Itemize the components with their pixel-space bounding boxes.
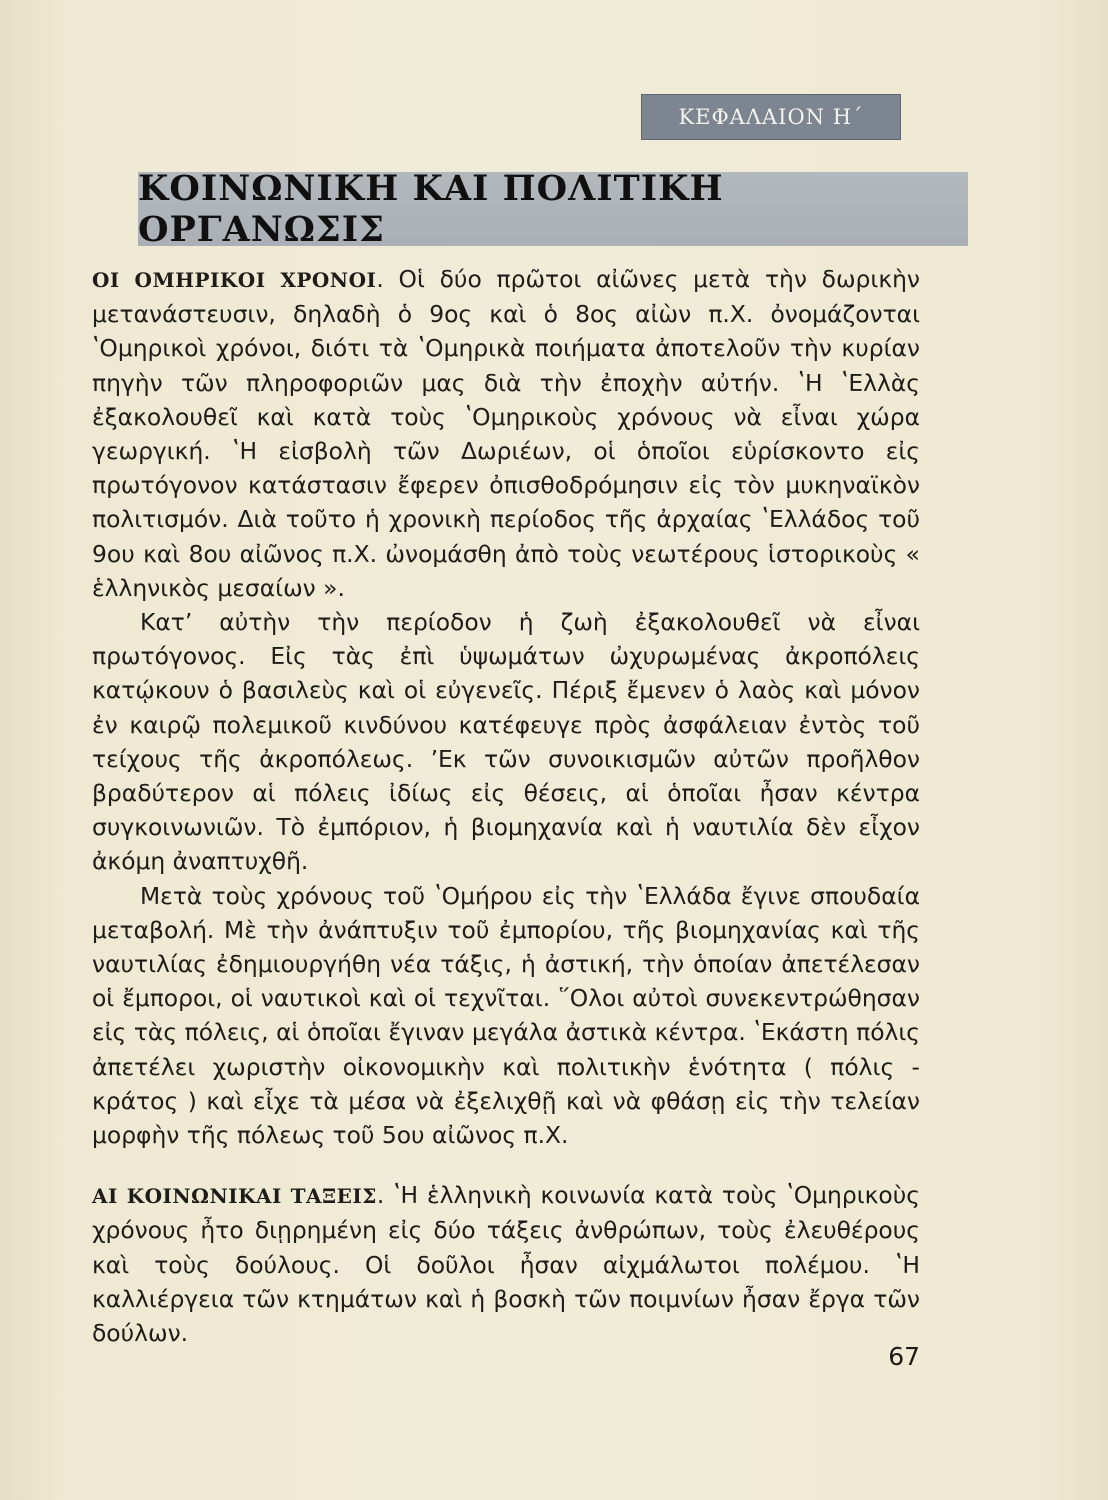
paragraph-homeric-times: [92, 262, 920, 605]
body-text: [92, 262, 920, 1350]
paragraph: Κατ’ αὐτὴν τὴν περίοδον ἡ ζωὴ ἐξακολουθεῖ νὰ εἶναι πρωτόγονος. Εἰς τὰς ἐπὶ ὑψωμάτων ὠχυρωμένας ἀκροπόλεις κατῴκουν ὁ βασιλεὺς καὶ οἱ εὐγενεῖς. Πέριξ ἔμενεν ὁ λαὸς καὶ μόνον ἐν καιρῷ πολεμικοῦ κινδύνου κατέφευγε πρὸς ἀσφάλειαν ἐντὸς τοῦ τείχους τῆς ἀκροπόλεως. ’Εκ τῶν συνοικισμῶν αὐτῶν προῆλθον βραδύτερον αἱ πόλεις ἰδίως εἰς θέσεις, αἱ ὁποῖαι ἦσαν κέντρα συγκοινωνιῶν. Τὸ ἐμπόριον, ἡ βιομηχανία καὶ ἡ ναυτιλία δὲν εἶχον ἀκόμη ἀναπτυχθῆ.: [92, 608, 920, 876]
section-heading-homeric-times: ΟΙ ΟΜΗΡΙΚΟΙ ΧΡΟΝΟΙ: [92, 268, 377, 292]
title-band: [138, 168, 968, 250]
paragraph-social-classes: [92, 1178, 920, 1350]
chapter-label: ΚΕΦΑΛΑΙΟΝ Η΄: [641, 94, 901, 140]
paragraph-text: . ʽΗ ἑλληνικὴ κοινωνία κατὰ τοὺς ʽΟμηρικοὺς χρόνους ἦτο διῃρημένη εἰς δύο τάξεις ἀνθρώπων, τοὺς ἐλευθέρους καὶ τοὺς δούλους. Οἱ δοῦλοι ἦσαν αἰχμάλωτοι πολέμου. ʽΗ καλλιέργεια τῶν κτημάτων καὶ ἡ βοσκὴ τῶν ποιμνίων ἦσαν ἔργα τῶν δούλων.: [92, 1181, 920, 1348]
section-heading-social-classes: ΑΙ ΚΟΙΝΩΝΙΚΑΙ ΤΑΞΕΙΣ: [92, 1184, 377, 1209]
paragraph: Μετὰ τοὺς χρόνους τοῦ ʽΟμήρου εἰς τὴν ʽΕλλάδα ἔγινε σπουδαία μεταβολή. Μὲ τὴν ἀνάπτυξιν τοῦ ἐμπορίου, τῆς βιομηχανίας καὶ τῆς ναυτιλίας ἐδημιουργήθη νέα τάξις, ἡ ἀστική, τὴν ὁποίαν ἀπετέλεσαν οἱ ἔμποροι, οἱ ναυτικοὶ καὶ οἱ τεχνῖται. ῞Ολοι αὐτοὶ συνεκεντρώθησαν εἰς τὰς πόλεις, αἱ ὁποῖαι ἔγιναν μεγάλα ἀστικὰ κέντρα. ʽΕκάστη πόλις ἀπετέλει χωριστὴν οἰκονομικὴν καὶ πολιτικὴν ἑνότητα ( πόλις - κράτος ) καὶ εἶχε τὰ μέσα νὰ ἐξελιχθῇ καὶ νὰ φθάσῃ εἰς τὴν τελείαν μορφὴν τῆς πόλεως τοῦ 5ου αἰῶνος π.Χ.: [92, 881, 920, 1150]
paragraph-text: . Οἱ δύο πρῶτοι αἰῶνες μετὰ τὴν δωρικὴν μετανάστευσιν, δηλαδὴ ὁ 9ος καὶ ὁ 8ος αἰὼν π.Χ. ὀνομάζονται ʽΟμηρικοὶ χρόνοι, διότι τὰ ʽΟμηρικὰ ποιήματα ἀποτελοῦν τὴν κυρίαν πηγὴν τῶν πληροφοριῶν μας διὰ τὴν ἐποχὴν αὐτήν. ʽΗ ʽΕλλὰς ἐξακολουθεῖ καὶ κατὰ τοὺς ʽΟμηρικοὺς χρόνους νὰ εἶναι χώρα γεωργική. ʽΗ εἰσβολὴ τῶν Δωριέων, οἱ ὁποῖοι εὑρίσκοντο εἰς πρωτόγονον κατάστασιν ἔφερεν ὀπισθοδρόμησιν εἰς τὸν μυκηναϊκὸν πολιτισμόν. Διὰ τοῦτο ἡ χρονικὴ περίοδος τῆς ἀρχαίας ʽΕλλάδος τοῦ 9ου καὶ 8ου αἰῶνος π.Χ. ὠνομάσθη ἀπὸ τοὺς νεωτέρους ἱστορικοὺς « ἑλληνικὸς μεσαίων ».: [92, 265, 920, 602]
page-number: 67: [888, 1342, 920, 1371]
chapter-title: ΚΟΙΝΩΝΙΚΗ ΚΑΙ ΠΟΛΙΤΙΚΗ ΟΡΓΑΝΩΣΙΣ: [138, 168, 724, 250]
